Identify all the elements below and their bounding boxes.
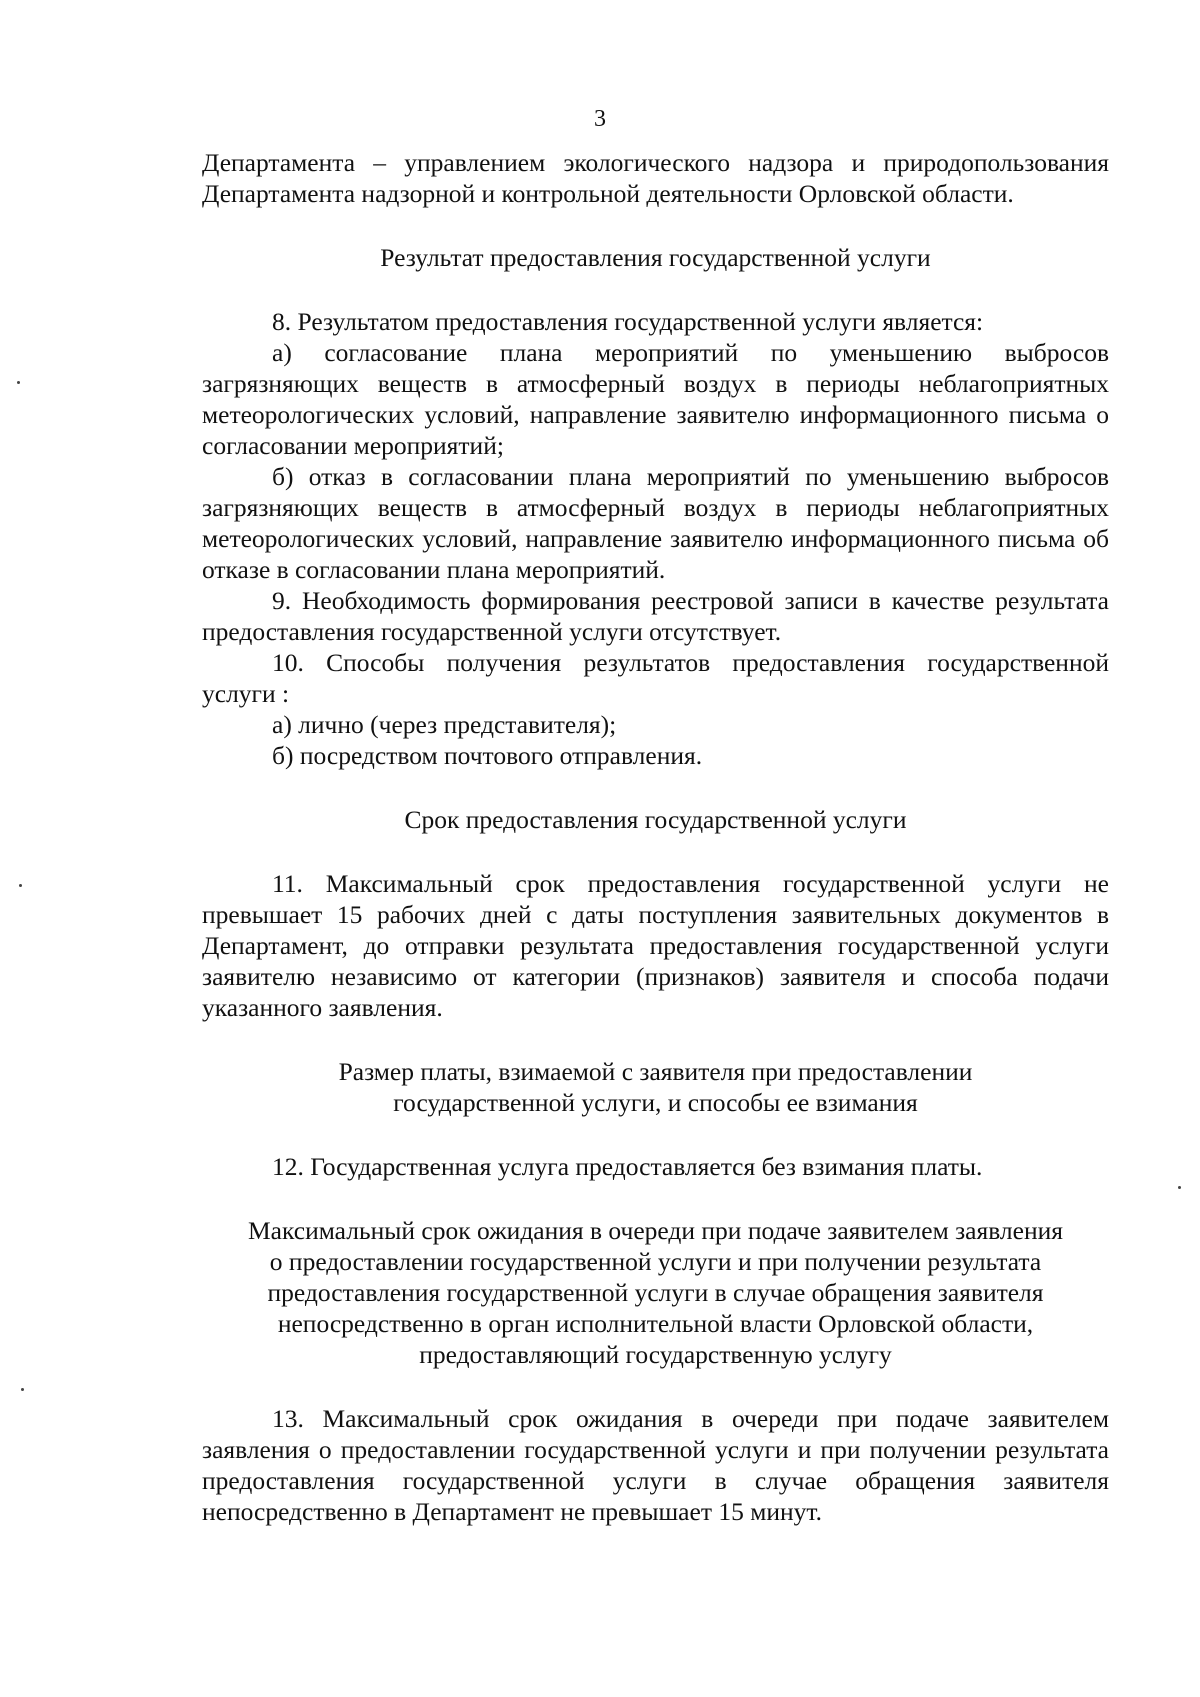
paragraph-8b: б) отказ в согласовании плана мероприятий по уменьшению выбросов загрязняющих веществ в атмосферный воздух в периоды неблагоприятных метеорологических условий, направление заявителю информационного письма об отказе в согласовании плана мероприятий. — [202, 462, 1109, 584]
heading-queue-line-4: непосредственно в орган исполнительной власти Орловской области, — [277, 1309, 1034, 1338]
paragraph-10: 10. Способы получения результатов предоставления государственной услуги : — [202, 648, 1109, 708]
paragraph-12: 12. Государственная услуга предоставляется без взимания платы. — [272, 1152, 983, 1181]
paragraph-8a: а) согласование плана мероприятий по уменьшению выбросов загрязняющих веществ в атмосферный воздух в периоды неблагоприятных метеорологических условий, направление заявителю информационного письма о согласовании мероприятий; — [202, 338, 1109, 460]
heading-queue-line-2: о предоставлении государственной услуги и при получении результата — [269, 1247, 1042, 1276]
paragraph-10a: а) лично (через представителя); — [272, 710, 617, 739]
paragraph-9: 9. Необходимость формирования реестровой записи в качестве результата предоставления государственной услуги отсутствует. — [202, 586, 1109, 646]
paragraph-13: 13. Максимальный срок ожидания в очереди при подаче заявителем заявления о предоставлении государственной услуги и при получении результата предоставления государственной услуги в случае обращения заявителя непосредственно в Департамент не превышает 15 минут. — [202, 1404, 1109, 1526]
scan-speck — [21, 1388, 24, 1391]
heading-result: Результат предоставления государственной услуги — [380, 243, 931, 272]
heading-queue-line-1: Максимальный срок ожидания в очереди при подаче заявителем заявления — [248, 1216, 1063, 1245]
heading-queue — [202, 1215, 1109, 1370]
heading-fee — [202, 1056, 1109, 1118]
heading-term: Срок предоставления государственной услуги — [404, 805, 907, 834]
paragraph-10b: б) посредством почтового отправления. — [272, 741, 703, 770]
paragraph-11: 11. Максимальный срок предоставления государственной услуги не превышает 15 рабочих дней с даты поступления заявительных документов в Департамент, до отправки результата предоставления государственной услуги заявителю независимо от категории (признаков) заявителя и способа подачи указанного заявления. — [202, 869, 1109, 1022]
intro-paragraph: Департамента – управлением экологического надзора и природопользования Департамента надзорной и контрольной деятельности Орловской области. — [202, 148, 1109, 208]
heading-fee-line-2: государственной услуги, и способы ее взимания — [393, 1088, 918, 1117]
document-body — [202, 147, 1109, 1527]
scan-speck — [17, 381, 20, 384]
paragraph-8: 8. Результатом предоставления государственной услуги является: — [272, 307, 984, 336]
heading-queue-line-5: предоставляющий государственную услугу — [419, 1340, 892, 1369]
heading-queue-line-3: предоставления государственной услуги в случае обращения заявителя — [267, 1278, 1044, 1307]
heading-fee-line-1: Размер платы, взимаемой с заявителя при предоставлении — [338, 1057, 973, 1086]
scan-speck — [1178, 1186, 1181, 1189]
page-number: 3 — [594, 106, 606, 132]
scan-speck — [19, 884, 22, 887]
